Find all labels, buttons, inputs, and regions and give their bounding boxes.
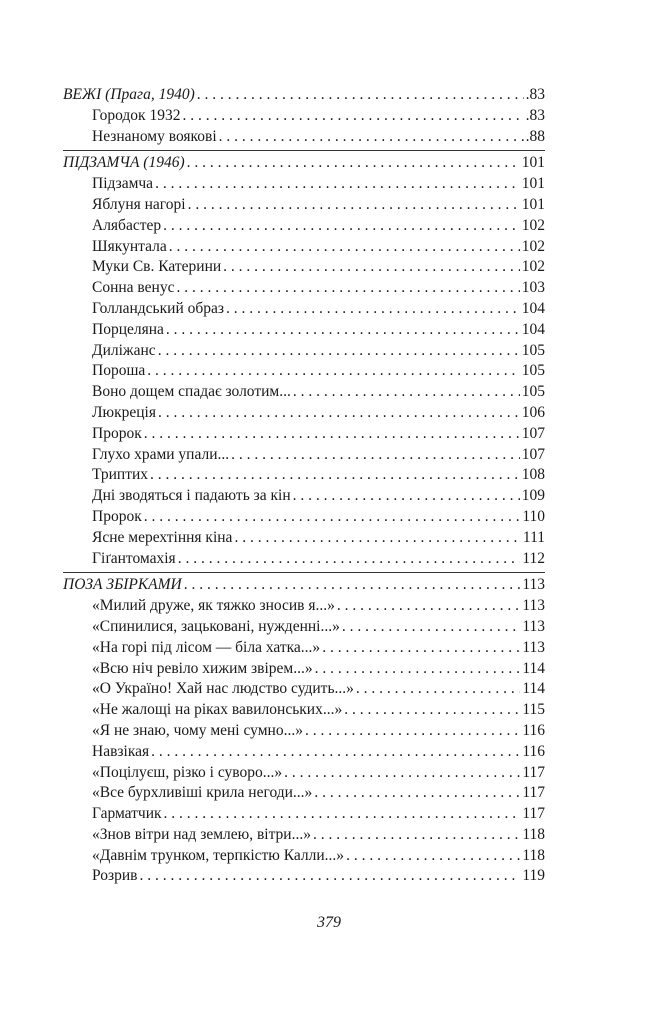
toc-entry [63, 825, 545, 846]
toc-entry [63, 195, 545, 216]
toc-entry [63, 424, 545, 445]
section-heading [63, 153, 545, 174]
entry-title: Ясне мерехтіння кіна [92, 528, 233, 546]
entry-page-number: 113 [522, 617, 545, 635]
entry-page-number: 106 [521, 403, 545, 421]
entry-title: Люкреція [92, 403, 156, 421]
entry-title: «Давнім трунком, терпкістю Калли...» [92, 846, 345, 864]
entry-title: Воно дощем спадає золотим... [92, 383, 291, 401]
toc-entry [63, 783, 545, 804]
entry-title: «Спинилися, зацьковані, нужденні...» [92, 617, 340, 635]
entry-page-number: 114 [522, 659, 545, 677]
entry-page-number: 101 [521, 195, 545, 213]
entry-title: Муки Св. Катерини [92, 258, 222, 276]
entry-page-number: 118 [522, 825, 545, 843]
entry-page-number: 102 [521, 237, 545, 255]
toc-entry [63, 127, 545, 148]
entry-title: «Я не знаю, чому мені сумно...» [92, 721, 303, 739]
toc-entry [63, 216, 545, 237]
dot-leader [315, 659, 521, 680]
entry-title: Голландський образ [92, 299, 225, 317]
dot-leader [223, 257, 520, 278]
entry-page-number: 112 [522, 549, 545, 567]
entry-page-number: 109 [521, 487, 545, 505]
toc-section [63, 572, 545, 887]
toc-entry [63, 174, 545, 195]
toc-entry [63, 866, 545, 887]
toc-entry [63, 361, 545, 382]
toc-entry [63, 341, 545, 362]
toc-entry [63, 486, 545, 507]
toc-entry [63, 403, 545, 424]
dot-leader [147, 361, 519, 382]
entry-title: Підзамча [92, 175, 154, 193]
dot-leader [356, 679, 520, 700]
entry-title: Пороша [92, 362, 146, 380]
entry-page-number: .88 [525, 127, 545, 145]
entry-page-number: 118 [522, 846, 545, 864]
toc-entry [63, 596, 545, 617]
toc-entry [63, 106, 545, 127]
dot-leader [182, 106, 523, 127]
dot-leader [144, 424, 520, 445]
dot-leader [197, 85, 524, 106]
entry-page-number: 116 [522, 721, 545, 739]
dot-leader [166, 320, 520, 341]
dot-leader [284, 763, 520, 784]
entry-title: Шякунтала [92, 237, 167, 255]
dot-leader [322, 638, 520, 659]
entry-title: Дні зводяться і падають за кін [92, 487, 291, 505]
dot-leader [150, 465, 520, 486]
toc-entry [63, 846, 545, 867]
entry-title: «Всю ніч ревіло хижим звірем...» [92, 659, 313, 677]
toc-entry [63, 278, 545, 299]
dot-leader [151, 742, 520, 763]
entry-title: Городок 1932 [92, 106, 181, 124]
entry-page-number: 105 [521, 383, 545, 401]
entry-page-number: 101 [521, 154, 545, 172]
section-heading [63, 85, 545, 106]
entry-page-number: 102 [521, 216, 545, 234]
dot-leader [314, 783, 520, 804]
entry-page-number: 107 [521, 424, 545, 442]
toc-entry [63, 382, 545, 403]
toc-section [63, 85, 545, 147]
dot-leader [293, 486, 520, 507]
entry-title: ПІДЗАМЧА (1946) [63, 154, 185, 172]
entry-title: Порцеляна [92, 320, 164, 338]
entry-title: Розрив [92, 867, 138, 885]
dot-leader [313, 825, 520, 846]
entry-title: Гіґантомахія [92, 549, 176, 567]
entry-title: ПОЗА ЗБІРКАМИ [63, 576, 182, 594]
toc-entry [63, 507, 545, 528]
dot-leader [164, 804, 521, 825]
dot-leader [139, 866, 520, 887]
dot-leader [178, 549, 521, 570]
toc-entry [63, 742, 545, 763]
dot-leader [176, 278, 519, 299]
entry-page-number: 113 [522, 638, 545, 656]
entry-page-number: 115 [522, 701, 545, 719]
dot-leader [346, 846, 520, 867]
dot-leader [188, 195, 520, 216]
toc-entry [63, 445, 545, 466]
dot-leader [305, 721, 520, 742]
entry-title: Глухо храми упали... [92, 445, 230, 463]
toc-entry [63, 700, 545, 721]
entry-page-number: 114 [522, 680, 545, 698]
dot-leader [169, 237, 520, 258]
entry-title: Сонна венус [92, 279, 175, 297]
dot-leader [226, 299, 520, 320]
entry-page-number: 117 [522, 805, 545, 823]
entry-title: Яблуня нагорі [92, 195, 186, 213]
entry-title: Алябастер [92, 216, 162, 234]
dot-leader [231, 445, 520, 466]
entry-page-number: .83 [525, 106, 545, 124]
entry-page-number: 108 [521, 466, 545, 484]
toc-entry [63, 721, 545, 742]
entry-title: Диліжанс [92, 341, 156, 359]
entry-page-number: 107 [521, 445, 545, 463]
entry-title: «Все бурхливіші крила негоди...» [92, 784, 313, 802]
entry-title: «Милий друже, як тяжко зносив я...» [92, 597, 335, 615]
toc-entry [63, 617, 545, 638]
dot-leader [187, 153, 520, 174]
toc-entry [63, 804, 545, 825]
entry-page-number: 110 [522, 507, 545, 525]
dot-leader [163, 216, 520, 237]
entry-page-number: 113 [522, 597, 545, 615]
entry-title: «Не жалощі на ріках вавилонських...» [92, 701, 343, 719]
toc-entry [63, 320, 545, 341]
entry-page-number: .83 [525, 86, 545, 103]
entry-page-number: 105 [521, 341, 545, 359]
toc-entry [63, 679, 545, 700]
dot-leader [158, 341, 520, 362]
toc-entry [63, 237, 545, 258]
dot-leader [219, 127, 524, 148]
dot-leader [342, 617, 520, 638]
dot-leader [144, 507, 521, 528]
page-number: 379 [317, 914, 341, 931]
entry-title: Незнаному воякові [92, 127, 217, 145]
dot-leader [344, 700, 520, 721]
entry-title: «Поцілуєш, різко і суворо...» [92, 763, 283, 781]
entry-page-number: 103 [521, 279, 545, 297]
entry-title: Триптих [92, 466, 149, 484]
entry-page-number: 119 [522, 867, 545, 885]
table-of-contents [63, 85, 545, 887]
toc-entry [63, 638, 545, 659]
toc-entry [63, 659, 545, 680]
entry-title: Пророк [92, 424, 142, 442]
dot-leader [293, 382, 520, 403]
section-heading [63, 575, 545, 596]
entry-title: «На горі під лісом — біла хатка...» [92, 638, 321, 656]
dot-leader [158, 403, 520, 424]
dot-leader [155, 174, 520, 195]
toc-entry [63, 257, 545, 278]
entry-title: «О Україно! Хай нас людство судить...» [92, 680, 354, 698]
entry-page-number: 111 [522, 528, 545, 546]
toc-entry [63, 299, 545, 320]
entry-page-number: 102 [521, 258, 545, 276]
entry-page-number: 117 [522, 784, 545, 802]
entry-title: Пророк [92, 507, 142, 525]
toc-entry [63, 465, 545, 486]
entry-page-number: 105 [521, 362, 545, 380]
entry-title: «Знов вітри над землею, вітри...» [92, 825, 311, 843]
dot-leader [234, 528, 520, 549]
toc-entry [63, 549, 545, 570]
entry-title: ВЕЖІ (Прага, 1940) [63, 86, 195, 103]
dot-leader [184, 575, 521, 596]
toc-section [63, 150, 545, 569]
toc-entry [63, 763, 545, 784]
entry-page-number: 104 [521, 299, 545, 317]
entry-page-number: 117 [522, 763, 545, 781]
toc-entry [63, 528, 545, 549]
entry-title: Навзікая [92, 742, 150, 760]
dot-leader [337, 596, 520, 617]
entry-title: Гарматчик [92, 805, 162, 823]
entry-page-number: 104 [521, 320, 545, 338]
entry-page-number: 116 [522, 742, 545, 760]
entry-page-number: 113 [522, 576, 545, 594]
entry-page-number: 101 [521, 175, 545, 193]
